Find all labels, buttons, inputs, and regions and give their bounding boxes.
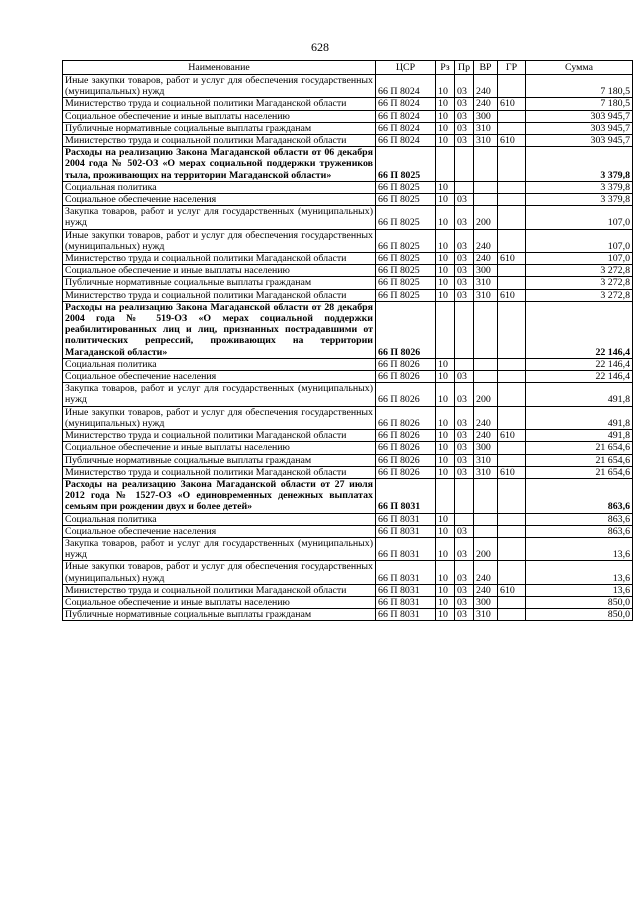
- row-vr: 200: [474, 537, 498, 560]
- header-pr: Пр: [455, 61, 474, 75]
- row-pr: 03: [455, 537, 474, 560]
- row-name: Социальная политика: [63, 358, 376, 370]
- row-sum: 303 945,7: [526, 110, 633, 122]
- row-rz: 10: [436, 525, 455, 537]
- row-pr: 03: [455, 253, 474, 265]
- table-row: [63, 537, 633, 560]
- row-sum: 863,6: [526, 525, 633, 537]
- row-gr: [498, 147, 526, 182]
- row-sum: 7 180,5: [526, 75, 633, 98]
- row-vr: 240: [474, 75, 498, 98]
- row-vr: 240: [474, 253, 498, 265]
- row-name: Иные закупки товаров, работ и услуг для обеспечения государственных (муниципальных) нужд: [63, 229, 376, 252]
- row-vr: 310: [474, 122, 498, 134]
- row-csr: 66 П 8025: [376, 206, 436, 229]
- table-row: [63, 371, 633, 383]
- row-name: Министерство труда и социальной политики Магаданской области: [63, 466, 376, 478]
- row-rz: 10: [436, 265, 455, 277]
- row-gr: [498, 478, 526, 513]
- row-csr: 66 П 8031: [376, 561, 436, 584]
- row-gr: [498, 265, 526, 277]
- row-sum: 3 272,8: [526, 277, 633, 289]
- row-gr: [498, 358, 526, 370]
- row-name: Социальная политика: [63, 181, 376, 193]
- row-vr: 240: [474, 584, 498, 596]
- row-rz: 10: [436, 596, 455, 608]
- table-row: [63, 253, 633, 265]
- row-pr: [455, 301, 474, 358]
- table-row: [63, 194, 633, 206]
- row-sum: 303 945,7: [526, 122, 633, 134]
- table-header-row: [63, 61, 633, 75]
- row-gr: [498, 406, 526, 429]
- row-pr: 03: [455, 110, 474, 122]
- row-gr: [498, 371, 526, 383]
- table-row: [63, 110, 633, 122]
- row-pr: 03: [455, 454, 474, 466]
- table-row: [63, 454, 633, 466]
- row-csr: 66 П 8025: [376, 147, 436, 182]
- row-sum: 3 379,8: [526, 147, 633, 182]
- row-pr: 03: [455, 229, 474, 252]
- row-name: Публичные нормативные социальные выплаты гражданам: [63, 277, 376, 289]
- row-vr: [474, 358, 498, 370]
- row-pr: 03: [455, 206, 474, 229]
- row-rz: 10: [436, 584, 455, 596]
- row-gr: [498, 513, 526, 525]
- row-gr: 610: [498, 430, 526, 442]
- row-name: Социальное обеспечение населения: [63, 194, 376, 206]
- row-csr: 66 П 8024: [376, 98, 436, 110]
- row-name: Расходы на реализацию Закона Магаданской области от 06 декабря 2004 года № 502-ОЗ «О мерах социальной поддержки тружеников тыла, проживающих на территории Магаданской области»: [63, 147, 376, 182]
- row-csr: 66 П 8026: [376, 454, 436, 466]
- row-rz: 10: [436, 561, 455, 584]
- row-gr: [498, 537, 526, 560]
- row-name: Иные закупки товаров, работ и услуг для обеспечения государственных (муниципальных) нужд: [63, 406, 376, 429]
- row-gr: [498, 206, 526, 229]
- row-pr: 03: [455, 584, 474, 596]
- table-body: [63, 75, 633, 621]
- table-row: [63, 466, 633, 478]
- row-pr: 03: [455, 194, 474, 206]
- row-pr: [455, 513, 474, 525]
- row-sum: 850,0: [526, 596, 633, 608]
- row-vr: 310: [474, 277, 498, 289]
- row-vr: 310: [474, 289, 498, 301]
- row-rz: 10: [436, 406, 455, 429]
- row-gr: [498, 454, 526, 466]
- row-rz: 10: [436, 358, 455, 370]
- row-csr: 66 П 8026: [376, 406, 436, 429]
- row-pr: 03: [455, 596, 474, 608]
- row-pr: 03: [455, 525, 474, 537]
- page-number: 628: [311, 40, 329, 54]
- row-rz: [436, 147, 455, 182]
- row-csr: 66 П 8026: [376, 383, 436, 406]
- row-csr: 66 П 8025: [376, 265, 436, 277]
- row-vr: [474, 513, 498, 525]
- row-gr: [498, 442, 526, 454]
- row-rz: 10: [436, 454, 455, 466]
- row-gr: [498, 525, 526, 537]
- row-gr: [498, 229, 526, 252]
- row-sum: 107,0: [526, 253, 633, 265]
- row-pr: 03: [455, 466, 474, 478]
- row-gr: [498, 277, 526, 289]
- row-sum: 850,0: [526, 609, 633, 621]
- table-row: [63, 584, 633, 596]
- row-pr: 03: [455, 442, 474, 454]
- row-pr: 03: [455, 406, 474, 429]
- row-rz: 10: [436, 609, 455, 621]
- row-csr: 66 П 8024: [376, 135, 436, 147]
- row-gr: [498, 561, 526, 584]
- row-sum: 491,8: [526, 383, 633, 406]
- table-row: [63, 206, 633, 229]
- row-pr: 03: [455, 609, 474, 621]
- row-name: Иные закупки товаров, работ и услуг для обеспечения государственных (муниципальных) нужд: [63, 75, 376, 98]
- row-rz: 10: [436, 383, 455, 406]
- row-rz: 10: [436, 194, 455, 206]
- row-pr: 03: [455, 98, 474, 110]
- row-name: Социальное обеспечение населения: [63, 525, 376, 537]
- row-pr: 03: [455, 265, 474, 277]
- row-csr: 66 П 8031: [376, 478, 436, 513]
- row-csr: 66 П 8031: [376, 513, 436, 525]
- table-row: [63, 358, 633, 370]
- row-csr: 66 П 8024: [376, 110, 436, 122]
- row-sum: 863,6: [526, 513, 633, 525]
- row-vr: 300: [474, 265, 498, 277]
- row-name: Министерство труда и социальной политики Магаданской области: [63, 253, 376, 265]
- row-csr: 66 П 8026: [376, 466, 436, 478]
- row-sum: 303 945,7: [526, 135, 633, 147]
- row-name: Министерство труда и социальной политики Магаданской области: [63, 289, 376, 301]
- row-vr: 300: [474, 596, 498, 608]
- row-sum: 21 654,6: [526, 454, 633, 466]
- row-pr: [455, 358, 474, 370]
- row-csr: 66 П 8025: [376, 277, 436, 289]
- row-csr: 66 П 8025: [376, 194, 436, 206]
- row-sum: 7 180,5: [526, 98, 633, 110]
- header-vr: ВР: [474, 61, 498, 75]
- row-vr: 310: [474, 609, 498, 621]
- row-sum: 21 654,6: [526, 442, 633, 454]
- row-gr: [498, 596, 526, 608]
- row-sum: 3 379,8: [526, 194, 633, 206]
- row-gr: [498, 110, 526, 122]
- row-csr: 66 П 8025: [376, 229, 436, 252]
- row-vr: [474, 301, 498, 358]
- row-pr: 03: [455, 122, 474, 134]
- row-vr: [474, 478, 498, 513]
- header-rz: Рз: [436, 61, 455, 75]
- table-row: [63, 561, 633, 584]
- row-csr: 66 П 8031: [376, 584, 436, 596]
- row-gr: [498, 609, 526, 621]
- row-rz: 10: [436, 442, 455, 454]
- row-csr: 66 П 8031: [376, 525, 436, 537]
- table-row: [63, 229, 633, 252]
- row-csr: 66 П 8026: [376, 442, 436, 454]
- row-sum: 13,6: [526, 584, 633, 596]
- row-name: Расходы на реализацию Закона Магаданской области от 27 июля 2012 года № 1527-ОЗ «О единовременных денежных выплатах семьям при рождении двух и более детей»: [63, 478, 376, 513]
- row-csr: 66 П 8026: [376, 301, 436, 358]
- row-sum: 3 379,8: [526, 181, 633, 193]
- row-csr: 66 П 8025: [376, 181, 436, 193]
- row-gr: [498, 301, 526, 358]
- table-row: [63, 265, 633, 277]
- row-rz: 10: [436, 206, 455, 229]
- row-pr: [455, 181, 474, 193]
- row-name: Министерство труда и социальной политики Магаданской области: [63, 98, 376, 110]
- row-vr: 200: [474, 383, 498, 406]
- row-rz: 10: [436, 289, 455, 301]
- table-row: [63, 181, 633, 193]
- table-row: [63, 98, 633, 110]
- row-name: Социальное обеспечение и иные выплаты населению: [63, 596, 376, 608]
- row-name: Иные закупки товаров, работ и услуг для обеспечения государственных (муниципальных) нужд: [63, 561, 376, 584]
- row-name: Закупка товаров, работ и услуг для государственных (муниципальных) нужд: [63, 206, 376, 229]
- row-csr: 66 П 8031: [376, 537, 436, 560]
- header-sum: Сумма: [526, 61, 633, 75]
- table-row: [63, 122, 633, 134]
- budget-table: [62, 60, 633, 621]
- row-rz: 10: [436, 253, 455, 265]
- row-rz: 10: [436, 513, 455, 525]
- row-csr: 66 П 8026: [376, 358, 436, 370]
- row-csr: 66 П 8031: [376, 609, 436, 621]
- row-rz: 10: [436, 181, 455, 193]
- row-gr: 610: [498, 253, 526, 265]
- row-sum: 3 272,8: [526, 265, 633, 277]
- row-sum: 22 146,4: [526, 371, 633, 383]
- table-row: [63, 301, 633, 358]
- row-pr: 03: [455, 383, 474, 406]
- row-rz: 10: [436, 135, 455, 147]
- row-rz: 10: [436, 75, 455, 98]
- row-pr: 03: [455, 561, 474, 584]
- row-vr: [474, 525, 498, 537]
- row-pr: 03: [455, 277, 474, 289]
- row-rz: 10: [436, 229, 455, 252]
- row-name: Закупка товаров, работ и услуг для государственных (муниципальных) нужд: [63, 383, 376, 406]
- row-pr: 03: [455, 289, 474, 301]
- row-rz: [436, 301, 455, 358]
- row-name: Публичные нормативные социальные выплаты гражданам: [63, 609, 376, 621]
- table-row: [63, 289, 633, 301]
- row-gr: [498, 181, 526, 193]
- row-sum: 863,6: [526, 478, 633, 513]
- row-vr: 310: [474, 466, 498, 478]
- row-name: Социальное обеспечение и иные выплаты населению: [63, 110, 376, 122]
- row-name: Расходы на реализацию Закона Магаданской области от 28 декабря 2004 года № 519-ОЗ «О мерах социальной поддержки реабилитированных лиц и лиц, признанных пострадавшими от политических репрессий, проживающих на территории Магаданской области»: [63, 301, 376, 358]
- row-rz: 10: [436, 430, 455, 442]
- header-name: Наименование: [63, 61, 376, 75]
- row-name: Закупка товаров, работ и услуг для государственных (муниципальных) нужд: [63, 537, 376, 560]
- row-gr: [498, 122, 526, 134]
- table-row: [63, 609, 633, 621]
- row-vr: 310: [474, 135, 498, 147]
- row-gr: 610: [498, 135, 526, 147]
- row-vr: [474, 181, 498, 193]
- row-name: Публичные нормативные социальные выплаты гражданам: [63, 454, 376, 466]
- row-csr: 66 П 8024: [376, 122, 436, 134]
- row-csr: 66 П 8025: [376, 289, 436, 301]
- row-gr: [498, 194, 526, 206]
- row-gr: 610: [498, 98, 526, 110]
- table-row: [63, 406, 633, 429]
- row-vr: 310: [474, 454, 498, 466]
- row-rz: 10: [436, 110, 455, 122]
- row-gr: [498, 75, 526, 98]
- row-vr: 240: [474, 98, 498, 110]
- row-sum: 22 146,4: [526, 301, 633, 358]
- row-sum: 491,8: [526, 406, 633, 429]
- row-gr: 610: [498, 289, 526, 301]
- row-name: Министерство труда и социальной политики Магаданской области: [63, 584, 376, 596]
- row-pr: [455, 147, 474, 182]
- row-name: Социальная политика: [63, 513, 376, 525]
- row-vr: 240: [474, 561, 498, 584]
- row-csr: 66 П 8026: [376, 430, 436, 442]
- table-row: [63, 75, 633, 98]
- row-pr: 03: [455, 430, 474, 442]
- row-name: Министерство труда и социальной политики Магаданской области: [63, 135, 376, 147]
- table-row: [63, 277, 633, 289]
- row-vr: [474, 147, 498, 182]
- table-row: [63, 442, 633, 454]
- row-sum: 21 654,6: [526, 466, 633, 478]
- row-vr: 200: [474, 206, 498, 229]
- table-row: [63, 430, 633, 442]
- row-name: Социальное обеспечение населения: [63, 371, 376, 383]
- row-csr: 66 П 8026: [376, 371, 436, 383]
- row-pr: 03: [455, 371, 474, 383]
- row-sum: 13,6: [526, 561, 633, 584]
- row-sum: 22 146,4: [526, 358, 633, 370]
- row-name: Публичные нормативные социальные выплаты гражданам: [63, 122, 376, 134]
- header-gr: ГР: [498, 61, 526, 75]
- row-vr: 300: [474, 442, 498, 454]
- row-name: Социальное обеспечение и иные выплаты населению: [63, 265, 376, 277]
- row-csr: 66 П 8025: [376, 253, 436, 265]
- row-vr: 300: [474, 110, 498, 122]
- row-sum: 107,0: [526, 229, 633, 252]
- row-name: Социальное обеспечение и иные выплаты населению: [63, 442, 376, 454]
- row-rz: 10: [436, 122, 455, 134]
- table-row: [63, 525, 633, 537]
- row-vr: 240: [474, 229, 498, 252]
- header-csr: ЦСР: [376, 61, 436, 75]
- row-vr: [474, 194, 498, 206]
- table-row: [63, 478, 633, 513]
- table-row: [63, 513, 633, 525]
- row-vr: 240: [474, 430, 498, 442]
- row-csr: 66 П 8031: [376, 596, 436, 608]
- row-sum: 3 272,8: [526, 289, 633, 301]
- row-csr: 66 П 8024: [376, 75, 436, 98]
- row-sum: 491,8: [526, 430, 633, 442]
- row-rz: 10: [436, 537, 455, 560]
- row-rz: [436, 478, 455, 513]
- table-row: [63, 135, 633, 147]
- row-gr: [498, 383, 526, 406]
- table-row: [63, 383, 633, 406]
- row-rz: 10: [436, 98, 455, 110]
- row-pr: 03: [455, 135, 474, 147]
- row-vr: [474, 371, 498, 383]
- row-name: Министерство труда и социальной политики Магаданской области: [63, 430, 376, 442]
- row-rz: 10: [436, 466, 455, 478]
- row-pr: 03: [455, 75, 474, 98]
- table-row: [63, 596, 633, 608]
- row-sum: 107,0: [526, 206, 633, 229]
- row-rz: 10: [436, 277, 455, 289]
- row-vr: 240: [474, 406, 498, 429]
- row-sum: 13,6: [526, 537, 633, 560]
- row-pr: [455, 478, 474, 513]
- row-rz: 10: [436, 371, 455, 383]
- table-row: [63, 147, 633, 182]
- row-gr: 610: [498, 584, 526, 596]
- row-gr: 610: [498, 466, 526, 478]
